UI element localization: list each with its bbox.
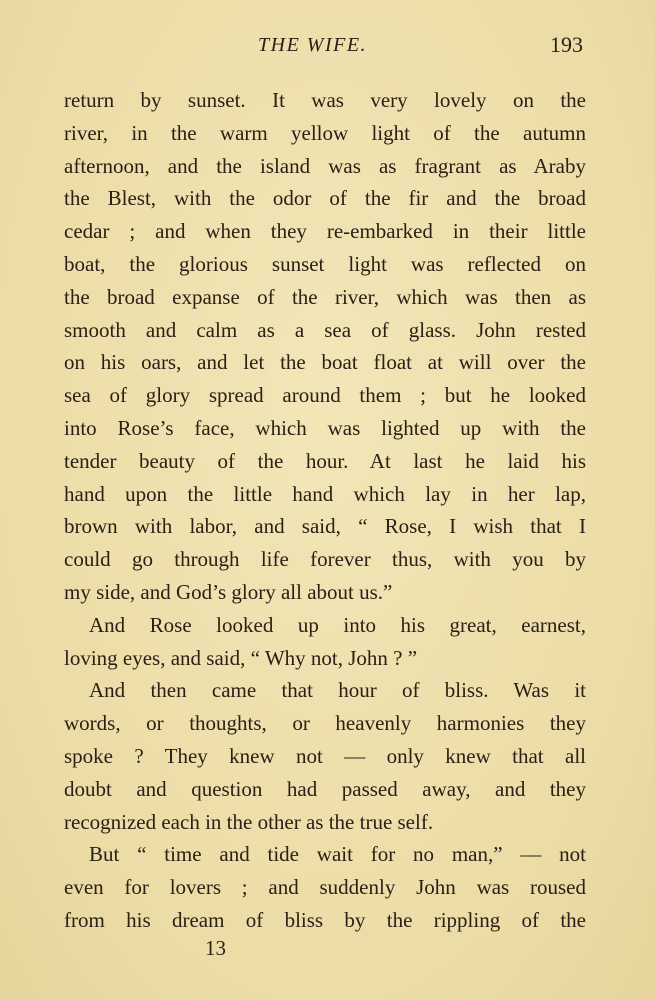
page-number: 193: [550, 32, 583, 57]
text-line: river, in the warm yellow light of the autumn: [64, 120, 586, 145]
text-line: the Blest, with the odor of the fir and the broad: [64, 186, 586, 211]
text-line: smooth and calm as a sea of glass. John rested: [64, 317, 586, 342]
text-line: my side, and God’s glory all about us.”: [64, 579, 393, 604]
text-line: from his dream of bliss by the rippling of the: [64, 907, 586, 932]
text-line: even for lovers ; and suddenly John was roused: [64, 875, 586, 900]
text-line: And then came that hour of bliss. Was it: [89, 678, 586, 703]
signature-mark: 13: [205, 936, 226, 960]
text-line: boat, the glorious sunset light was reflected on: [64, 251, 586, 276]
text-line: And Rose looked up into his great, earnest,: [89, 612, 586, 637]
text-line: the broad expanse of the river, which was then as: [64, 284, 586, 309]
text-line: spoke ? They knew not — only knew that all: [64, 743, 586, 768]
running-head: THE WIFE.: [258, 34, 368, 56]
text-line: sea of glory spread around them ; but he looked: [64, 383, 586, 408]
body-text: [64, 84, 586, 937]
text-line: afternoon, and the island was as fragrant as Araby: [64, 153, 586, 178]
text-line: into Rose’s face, which was lighted up with the: [64, 415, 586, 440]
text-line: could go through life forever thus, with you by: [64, 547, 586, 572]
text-line: words, or thoughts, or heavenly harmonies they: [64, 711, 586, 736]
text-line: But “ time and tide wait for no man,” — not: [89, 842, 586, 867]
text-line: loving eyes, and said, “ Why not, John ? ”: [64, 645, 418, 670]
text-line: brown with labor, and said, “ Rose, I wish that I: [64, 514, 586, 539]
text-line: recognized each in the other as the true self.: [64, 809, 434, 834]
text-line: on his oars, and let the boat float at will over the: [64, 350, 586, 375]
text-line: tender beauty of the hour. At last he laid his: [64, 448, 586, 473]
text-line: return by sunset. It was very lovely on the: [64, 88, 586, 112]
text-line: hand upon the little hand which lay in her lap,: [64, 481, 586, 506]
text-line: cedar ; and when they re-embarked in their little: [64, 219, 586, 244]
text-line: doubt and question had passed away, and they: [64, 776, 586, 801]
page-header: [0, 32, 655, 62]
